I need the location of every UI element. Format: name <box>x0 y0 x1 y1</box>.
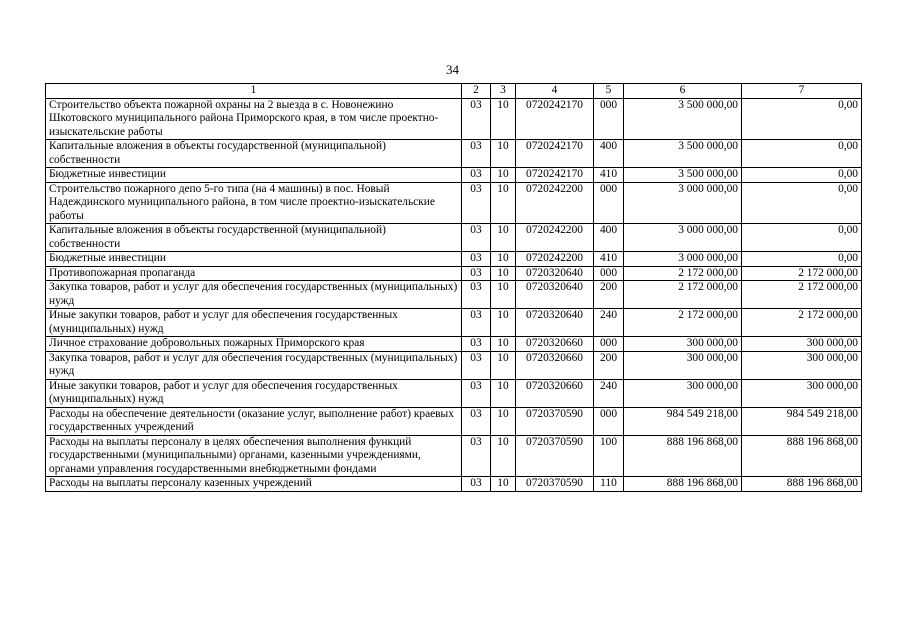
cell-name: Бюджетные инвестиции <box>46 252 462 267</box>
column-header-4: 4 <box>516 84 594 99</box>
table-row <box>46 407 862 435</box>
cell-target-article: 0720370590 <box>516 407 594 435</box>
column-header-6: 6 <box>624 84 742 99</box>
cell-amount-6: 3 500 000,00 <box>624 140 742 168</box>
cell-subsection: 10 <box>491 407 516 435</box>
cell-amount-6: 2 172 000,00 <box>624 281 742 309</box>
cell-expense-type: 400 <box>594 140 624 168</box>
cell-amount-6: 2 172 000,00 <box>624 309 742 337</box>
cell-expense-type: 200 <box>594 351 624 379</box>
cell-amount-7: 0,00 <box>742 168 862 183</box>
cell-name: Расходы на обеспечение деятельности (оказание услуг, выполнение работ) краевых государственных учреждений <box>46 407 462 435</box>
cell-subsection: 10 <box>491 168 516 183</box>
budget-table <box>45 83 862 492</box>
cell-subsection: 10 <box>491 337 516 352</box>
cell-section: 03 <box>462 140 491 168</box>
cell-amount-7: 300 000,00 <box>742 351 862 379</box>
cell-amount-7: 2 172 000,00 <box>742 266 862 281</box>
cell-expense-type: 410 <box>594 168 624 183</box>
cell-amount-7: 888 196 868,00 <box>742 477 862 492</box>
table-row <box>46 224 862 252</box>
cell-target-article: 0720320660 <box>516 379 594 407</box>
cell-name: Иные закупки товаров, работ и услуг для обеспечения государственных (муниципальных) нужд <box>46 309 462 337</box>
table-header-row <box>46 84 862 99</box>
cell-amount-7: 300 000,00 <box>742 337 862 352</box>
cell-name: Личное страхование добровольных пожарных Приморского края <box>46 337 462 352</box>
cell-subsection: 10 <box>491 98 516 140</box>
cell-section: 03 <box>462 309 491 337</box>
cell-section: 03 <box>462 182 491 224</box>
table-row <box>46 168 862 183</box>
cell-section: 03 <box>462 168 491 183</box>
cell-subsection: 10 <box>491 266 516 281</box>
page-number: 34 <box>446 62 459 77</box>
cell-expense-type: 000 <box>594 98 624 140</box>
cell-expense-type: 000 <box>594 337 624 352</box>
cell-name: Закупка товаров, работ и услуг для обеспечения государственных (муниципальных) нужд <box>46 351 462 379</box>
cell-section: 03 <box>462 337 491 352</box>
cell-amount-6: 3 500 000,00 <box>624 98 742 140</box>
cell-target-article: 0720370590 <box>516 435 594 477</box>
cell-subsection: 10 <box>491 281 516 309</box>
cell-amount-6: 984 549 218,00 <box>624 407 742 435</box>
cell-subsection: 10 <box>491 252 516 267</box>
table-row <box>46 266 862 281</box>
cell-amount-6: 3 000 000,00 <box>624 182 742 224</box>
cell-target-article: 0720242200 <box>516 252 594 267</box>
cell-amount-7: 0,00 <box>742 252 862 267</box>
cell-amount-7: 0,00 <box>742 98 862 140</box>
table-row <box>46 281 862 309</box>
table-row <box>46 140 862 168</box>
cell-name: Закупка товаров, работ и услуг для обеспечения государственных (муниципальных) нужд <box>46 281 462 309</box>
cell-target-article: 0720320640 <box>516 281 594 309</box>
cell-expense-type: 410 <box>594 252 624 267</box>
cell-name: Строительство пожарного депо 5-го типа (на 4 машины) в пос. Новый Надеждинского муниципального района, в том числе проектно-изыскательские работы <box>46 182 462 224</box>
cell-amount-7: 0,00 <box>742 182 862 224</box>
table-row <box>46 309 862 337</box>
cell-name: Иные закупки товаров, работ и услуг для обеспечения государственных (муниципальных) нужд <box>46 379 462 407</box>
cell-expense-type: 000 <box>594 182 624 224</box>
cell-amount-6: 888 196 868,00 <box>624 435 742 477</box>
cell-amount-7: 300 000,00 <box>742 379 862 407</box>
cell-subsection: 10 <box>491 351 516 379</box>
cell-amount-6: 300 000,00 <box>624 337 742 352</box>
cell-amount-6: 3 000 000,00 <box>624 224 742 252</box>
cell-amount-6: 3 000 000,00 <box>624 252 742 267</box>
cell-target-article: 0720242170 <box>516 168 594 183</box>
column-header-3: 3 <box>491 84 516 99</box>
table-row <box>46 337 862 352</box>
cell-expense-type: 000 <box>594 407 624 435</box>
cell-subsection: 10 <box>491 379 516 407</box>
cell-subsection: 10 <box>491 224 516 252</box>
cell-name: Расходы на выплаты персоналу в целях обеспечения выполнения функций государственными (муниципальными) органами, казенными учреждениями, органами управления государственными внебюджетными фондами <box>46 435 462 477</box>
cell-name: Капитальные вложения в объекты государственной (муниципальной) собственности <box>46 224 462 252</box>
cell-section: 03 <box>462 224 491 252</box>
cell-subsection: 10 <box>491 182 516 224</box>
cell-section: 03 <box>462 477 491 492</box>
cell-target-article: 0720242200 <box>516 182 594 224</box>
table-row <box>46 98 862 140</box>
cell-amount-7: 984 549 218,00 <box>742 407 862 435</box>
cell-amount-7: 2 172 000,00 <box>742 281 862 309</box>
cell-name: Расходы на выплаты персоналу казенных учреждений <box>46 477 462 492</box>
column-header-1: 1 <box>46 84 462 99</box>
cell-expense-type: 200 <box>594 281 624 309</box>
column-header-7: 7 <box>742 84 862 99</box>
cell-amount-7: 888 196 868,00 <box>742 435 862 477</box>
cell-subsection: 10 <box>491 309 516 337</box>
cell-section: 03 <box>462 435 491 477</box>
cell-section: 03 <box>462 351 491 379</box>
cell-name: Бюджетные инвестиции <box>46 168 462 183</box>
cell-amount-6: 888 196 868,00 <box>624 477 742 492</box>
cell-expense-type: 110 <box>594 477 624 492</box>
cell-target-article: 0720242170 <box>516 140 594 168</box>
cell-target-article: 0720320660 <box>516 337 594 352</box>
cell-target-article: 0720320660 <box>516 351 594 379</box>
cell-section: 03 <box>462 252 491 267</box>
table-row <box>46 477 862 492</box>
cell-section: 03 <box>462 407 491 435</box>
table-row <box>46 379 862 407</box>
cell-expense-type: 000 <box>594 266 624 281</box>
cell-amount-7: 0,00 <box>742 140 862 168</box>
cell-subsection: 10 <box>491 140 516 168</box>
cell-expense-type: 240 <box>594 379 624 407</box>
cell-target-article: 0720320640 <box>516 309 594 337</box>
column-header-5: 5 <box>594 84 624 99</box>
cell-amount-6: 2 172 000,00 <box>624 266 742 281</box>
cell-amount-7: 0,00 <box>742 224 862 252</box>
cell-target-article: 0720320640 <box>516 266 594 281</box>
cell-section: 03 <box>462 266 491 281</box>
cell-amount-6: 300 000,00 <box>624 351 742 379</box>
cell-amount-6: 3 500 000,00 <box>624 168 742 183</box>
cell-expense-type: 240 <box>594 309 624 337</box>
cell-target-article: 0720370590 <box>516 477 594 492</box>
table-row <box>46 252 862 267</box>
cell-name: Строительство объекта пожарной охраны на 2 выезда в с. Новонежино Шкотовского муниципального района Приморского края, в том числе проектно-изыскательские работы <box>46 98 462 140</box>
cell-expense-type: 100 <box>594 435 624 477</box>
cell-expense-type: 400 <box>594 224 624 252</box>
cell-subsection: 10 <box>491 477 516 492</box>
cell-section: 03 <box>462 379 491 407</box>
cell-target-article: 0720242200 <box>516 224 594 252</box>
cell-amount-7: 2 172 000,00 <box>742 309 862 337</box>
cell-target-article: 0720242170 <box>516 98 594 140</box>
cell-name: Капитальные вложения в объекты государственной (муниципальной) собственности <box>46 140 462 168</box>
cell-amount-6: 300 000,00 <box>624 379 742 407</box>
table-row <box>46 182 862 224</box>
cell-section: 03 <box>462 98 491 140</box>
table-row <box>46 435 862 477</box>
cell-section: 03 <box>462 281 491 309</box>
cell-name: Противопожарная пропаганда <box>46 266 462 281</box>
cell-subsection: 10 <box>491 435 516 477</box>
table-row <box>46 351 862 379</box>
column-header-2: 2 <box>462 84 491 99</box>
